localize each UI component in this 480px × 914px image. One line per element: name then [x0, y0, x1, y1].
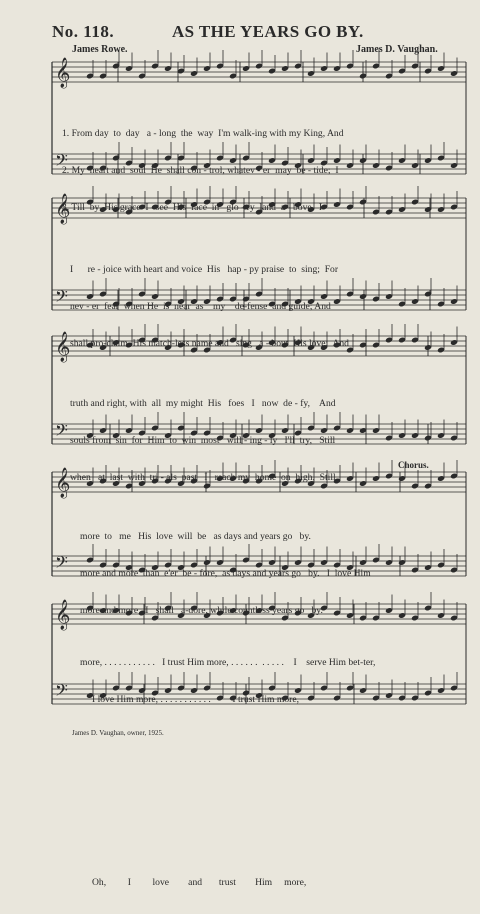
lyrics-system-4	[80, 507, 480, 641]
treble-clef-icon: 𝄞	[55, 468, 71, 498]
lyrics-system-5	[80, 633, 480, 914]
lyric-line: 2. My heart and soul He shall con - trol, whatev - er may be - tide; I	[62, 165, 339, 176]
lyric-line: more and more than e'er be - fore, as days and years go by. I love Him	[80, 568, 371, 579]
bass-clef-icon: 𝄢	[55, 420, 68, 444]
composer-credit: James D. Vaughan.	[356, 44, 438, 55]
lyric-line: more, . . . . . . . . . . . I trust Him more, . . . . . . . . . . . I serve Him bet-ter,	[80, 657, 376, 669]
lyric-line: more to me His love will be as days and years go by.	[80, 531, 311, 543]
chorus-label: Chorus.	[398, 460, 429, 470]
lyric-line: Oh, I love and trust Him more,	[80, 876, 307, 888]
bass-clef-icon: 𝄢	[55, 150, 68, 174]
lyric-line: when at last with tri - als past I reach my home on high, Still	[70, 471, 336, 483]
lyric-line: 1. From day to day a - long the way I'm walk-ing with my King, And	[62, 128, 344, 140]
hymn-number: No. 118.	[52, 22, 115, 41]
lyrics-system-2	[70, 240, 472, 374]
lyric-line: souls from sin for Him to win most will - ing - ly I'll try, Still	[70, 435, 336, 446]
treble-clef-icon: 𝄞	[55, 332, 71, 362]
lyric-line	[80, 767, 480, 779]
treble-clef-icon: 𝄞	[55, 194, 71, 224]
lyric-line: I re - joice with heart and voice His hap - py praise to sing; For	[70, 264, 339, 276]
lyrics-system-3	[70, 374, 472, 508]
lyrics-system-1	[62, 104, 464, 238]
lyric-line: I love Him more, . . . . . . . . . . . I trust Him more,	[80, 694, 300, 705]
bass-clef-icon: 𝄢	[55, 680, 68, 704]
bass-clef-icon: 𝄢	[55, 552, 68, 576]
lyricist-credit: James Rowe.	[72, 44, 128, 55]
lyric-line: 3. Till by His grace I see His face in glo - ry land a - bove, I	[62, 201, 323, 213]
treble-clef-icon: 𝄞	[55, 58, 71, 88]
lyric-line	[80, 804, 480, 816]
treble-clef-icon: 𝄞	[55, 600, 71, 630]
copyright-footer: James D. Vaughan, owner, 1925.	[72, 729, 164, 737]
lyric-line: nev - er fear when He is near as my de-fense and guide; And	[70, 301, 331, 312]
hymn-title: AS THE YEARS GO BY.	[172, 22, 364, 41]
lyric-line: truth and right, with all my might His foes I now de - fy, And	[70, 398, 336, 410]
bass-clef-icon: 𝄢	[55, 286, 68, 310]
lyric-line: more and more I shall a-dore, while countless years go by.	[80, 604, 323, 616]
lyric-line: shall pro-claim His match-less name and sing a - bout His love; And	[70, 337, 349, 349]
lyric-line	[80, 840, 480, 852]
